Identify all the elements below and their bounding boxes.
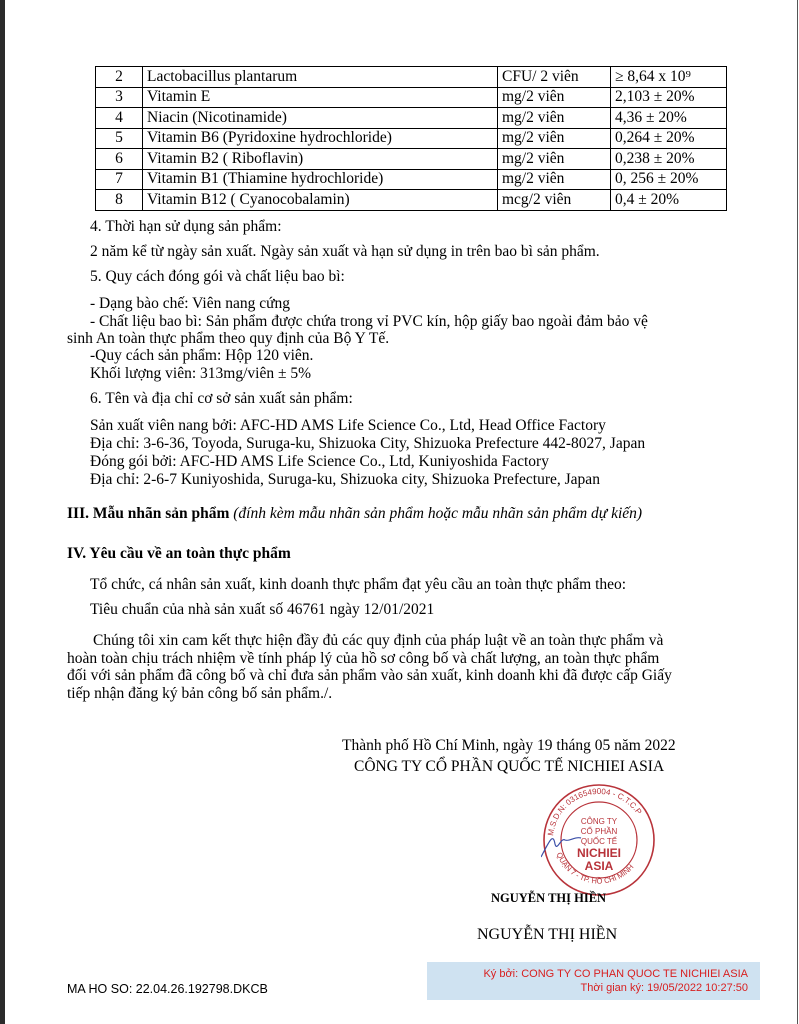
ingredient-value: ≥ 8,64 x 10⁹ <box>611 67 727 88</box>
row-number: 6 <box>96 149 143 170</box>
ingredient-value: 0,238 ± 20% <box>611 149 727 170</box>
ingredient-unit: mg/2 viên <box>498 169 611 190</box>
section6-line4: Địa chỉ: 2-6-7 Kuniyoshida, Suruga-ku, Shizuoka city, Shizuoka Prefecture, Japan <box>90 471 600 488</box>
stamp-line1: CÔNG TY <box>580 817 618 826</box>
ingredient-name: Vitamin B2 ( Riboflavin) <box>143 149 498 170</box>
ingredient-name: Niacin (Nicotinamide) <box>143 108 498 129</box>
ingredient-unit: CFU/ 2 viên <box>498 67 611 88</box>
section4-heading: 4. Thời hạn sử dụng sản phẩm: <box>90 218 282 235</box>
ingredient-unit: mg/2 viên <box>498 149 611 170</box>
row-number: 3 <box>96 87 143 108</box>
part3-heading-line <box>67 505 642 523</box>
signer-name-bold: NGUYỄN THỊ HIỀN <box>491 891 607 905</box>
ingredients-table <box>95 66 727 211</box>
viewer-left-edge <box>0 0 5 1024</box>
ingredient-name: Lactobacillus plantarum <box>143 67 498 88</box>
section5-line3: sinh An toàn thực phẩm theo quy định của Bộ Y Tế. <box>67 330 390 347</box>
ingredient-unit: mcg/2 viên <box>498 190 611 211</box>
section5-line5: Khối lượng viên: 313mg/viên ± 5% <box>90 365 311 382</box>
row-number: 8 <box>96 190 143 211</box>
ingredient-value: 2,103 ± 20% <box>611 87 727 108</box>
ingredient-value: 0,264 ± 20% <box>611 128 727 149</box>
place-date: Thành phố Hồ Chí Minh, ngày 19 tháng 05 năm 2022 <box>342 737 676 754</box>
stamp-line3: QUỐC TẾ <box>580 837 618 846</box>
row-number: 2 <box>96 67 143 88</box>
commitment-line4: tiếp nhận đăng ký bản công bố sản phẩm./. <box>67 685 333 702</box>
section6-line3: Đóng gói bởi: AFC-HD AMS Life Science Co., Ltd, Kuniyoshida Factory <box>90 453 549 470</box>
table-row <box>96 149 727 170</box>
stamp-line2: CỔ PHẦN <box>580 827 618 836</box>
table-row <box>96 128 727 149</box>
ingredient-unit: mg/2 viên <box>498 128 611 149</box>
stamp-line5: ASIA <box>584 859 614 873</box>
ingredient-name: Vitamin B12 ( Cyanocobalamin) <box>143 190 498 211</box>
ingredient-unit: mg/2 viên <box>498 108 611 129</box>
ingredient-name: Vitamin B6 (Pyridoxine hydrochloride) <box>143 128 498 149</box>
row-number: 7 <box>96 169 143 190</box>
signer-name: NGUYỄN THỊ HIỀN <box>477 926 618 943</box>
section6-line2: Địa chỉ: 3-6-36, Toyoda, Suruga-ku, Shizuoka City, Shizuoka Prefecture 442-8027, Japan <box>90 435 646 452</box>
section5-line2: - Chất liệu bao bì: Sản phẩm được chứa trong vỉ PVC kín, hộp giấy bao ngoài đảm bảo vệ <box>90 313 648 330</box>
company-name: CÔNG TY CỔ PHẦN QUỐC TẾ NICHIEI ASIA <box>354 758 665 775</box>
part4-line1: Tổ chức, cá nhân sản xuất, kinh doanh thực phẩm đạt yêu cầu an toàn thực phẩm theo: <box>90 576 627 593</box>
digital-signature-box <box>427 962 760 1000</box>
ma-ho-so: MA HO SO: 22.04.26.192798.DKCB <box>67 982 268 996</box>
company-stamp-icon <box>541 782 657 898</box>
commitment-line3: đối với sản phẩm đã công bố và chỉ đưa sản phẩm vào sản xuất, kinh doanh khi đã được cấp Giấy <box>67 667 672 684</box>
commitment-line1: Chúng tôi xin cam kết thực hiện đầy đủ các quy định của pháp luật về an toàn thực phẩm và <box>93 632 664 649</box>
ingredient-name: Vitamin B1 (Thiamine hydrochloride) <box>143 169 498 190</box>
signed-by: Ký bởi: CONG TY CO PHAN QUOC TE NICHIEI ASIA <box>483 968 748 980</box>
ingredient-value: 0,4 ± 20% <box>611 190 727 211</box>
table-row <box>96 169 727 190</box>
row-number: 5 <box>96 128 143 149</box>
ingredient-value: 0, 256 ± 20% <box>611 169 727 190</box>
section5-line1: - Dạng bào chế: Viên nang cứng <box>90 295 291 312</box>
section6-line1: Sản xuất viên nang bởi: AFC-HD AMS Life Science Co., Ltd, Head Office Factory <box>90 417 606 434</box>
section5-heading: 5. Quy cách đóng gói và chất liệu bao bì: <box>90 268 345 285</box>
table-row <box>96 108 727 129</box>
section5-line4: -Quy cách sản phẩm: Hộp 120 viên. <box>90 347 314 364</box>
table-row <box>96 87 727 108</box>
table-row <box>96 190 727 211</box>
stamp-line4: NICHIEI <box>576 846 622 860</box>
part3-heading: III. Mẫu nhãn sản phẩm <box>67 505 230 522</box>
page-right-border <box>797 0 798 1024</box>
ingredient-name: Vitamin E <box>143 87 498 108</box>
part3-note: (đính kèm mẫu nhãn sản phẩm hoặc mẫu nhãn sản phẩm dự kiến) <box>233 505 643 522</box>
table-row <box>96 67 727 88</box>
part4-line2: Tiêu chuẩn của nhà sản xuất số 46761 ngày 12/01/2021 <box>90 601 435 618</box>
commitment-line2: hoàn toàn chịu trách nhiệm về tính pháp lý của hồ sơ công bố và chất lượng, an toàn thực phẩm <box>67 650 660 667</box>
stamp-ring-bottom: QUẬN 7 - TP. HỒ CHÍ MINH <box>554 851 636 886</box>
part4-heading: IV. Yêu cầu về an toàn thực phẩm <box>67 545 291 562</box>
ingredient-unit: mg/2 viên <box>498 87 611 108</box>
stamp-ring-top: M.S.D.N: 0316549004 - C.T.C.P <box>546 786 644 837</box>
row-number: 4 <box>96 108 143 129</box>
signed-time: Thời gian ký: 19/05/2022 10:27:50 <box>580 982 748 994</box>
section4-text: 2 năm kể từ ngày sản xuất. Ngày sản xuất và hạn sử dụng in trên bao bì sản phẩm. <box>90 243 600 260</box>
ingredient-value: 4,36 ± 20% <box>611 108 727 129</box>
section6-heading: 6. Tên và địa chỉ cơ sở sản xuất sản phẩm: <box>90 390 353 407</box>
